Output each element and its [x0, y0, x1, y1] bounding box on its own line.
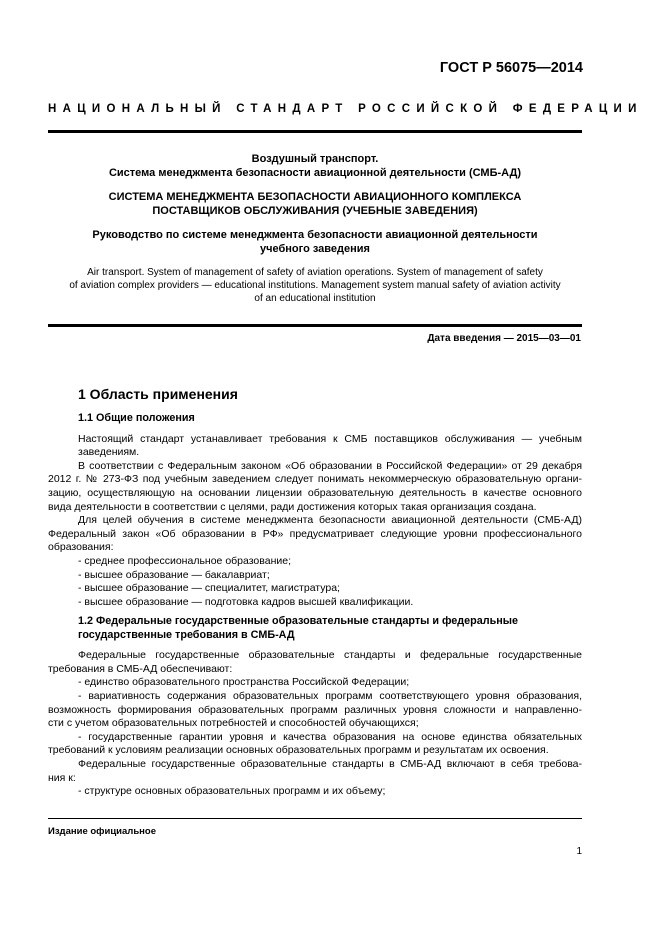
body-line: Федеральные государственные образовательные стандарты в СМБ-АД включают в себя требова- — [78, 757, 582, 770]
body-line: Для целей обучения в системе менеджмента безопасности авиационной деятельности (СМБ-АД) — [78, 514, 582, 527]
section-1-2-body — [48, 649, 582, 799]
english-title-3: of an educational institution — [254, 293, 376, 304]
list-item: - среднее профессиональное образование; — [78, 554, 291, 567]
body-line: зацию, осуществляющую на основании лицензии образовательную деятельность в качестве основного — [48, 486, 582, 499]
page-number: 1 — [576, 846, 582, 857]
official-edition-label: Издание официальное — [48, 826, 156, 837]
body-line: требования в СМБ-АД обеспечивают: — [48, 662, 233, 675]
body-line: вида деятельности в соответствии с целями, ради достижения которых такая организация создана. — [48, 500, 537, 513]
top-rule — [48, 130, 582, 133]
title-block — [48, 152, 582, 305]
list-item: - структуре основных образовательных программ и их объему; — [78, 785, 386, 798]
title-caps-1: СИСТЕМА МЕНЕДЖМЕНТА БЕЗОПАСНОСТИ АВИАЦИОННОГО КОМПЛЕКСА — [108, 191, 522, 203]
title-line-2: Система менеджмента безопасности авиационной деятельности (СМБ-АД) — [108, 167, 522, 179]
body-line: Федеральный закон «Об образовании в РФ» предусматривает следующие уровни профессионального — [48, 527, 582, 540]
title-line-1: Воздушный транспорт. — [251, 153, 379, 165]
body-line: 2012 г. № 273-ФЗ под учебным заведением следует понимать некоммерческую образовательную органи- — [48, 473, 582, 486]
body-line: требований к условиям реализации основных образовательных программ и результатам их освоения. — [48, 744, 549, 757]
english-title-2: of aviation complex providers — educational institutions. Management system manual safety of aviation activity — [69, 280, 561, 291]
list-item: - высшее образование — специалитет, магистратура; — [78, 582, 340, 595]
title-rule — [48, 324, 582, 327]
section-1-heading: 1 Область применения — [78, 386, 238, 402]
list-item: - вариативность содержания образовательных программ соответствующего уровня образования, — [78, 689, 582, 702]
section-1-2-heading-1: 1.2 Федеральные государственные образовательные стандарты и федеральные — [78, 615, 518, 627]
english-title-1: Air transport. System of management of safety of aviation operations. System of management of safety — [87, 267, 543, 278]
body-line: Федеральные государственные образовательные стандарты и федеральные государственные — [78, 649, 582, 662]
subtitle-2: учебного заведения — [260, 243, 370, 255]
list-item: - государственные гарантии уровня и качества образования на основе единства обязательных — [78, 730, 582, 743]
list-item: - высшее образование — бакалавриат; — [78, 568, 270, 581]
body-line: образования: — [48, 541, 114, 554]
section-1-1-heading: 1.1 Общие положения — [78, 412, 195, 424]
body-line: сти с учетом образовательных потребностей и способностей обучающихся; — [48, 717, 419, 730]
body-line: В соответствии с Федеральным законом «Об образовании в Российской Федерации» от 29 декабря — [78, 459, 582, 472]
document-code: ГОСТ Р 56075—2014 — [439, 60, 583, 76]
title-caps-2: ПОСТАВЩИКОВ ОБСЛУЖИВАНИЯ (УЧЕБНЫЕ ЗАВЕДЕНИЯ) — [152, 205, 478, 217]
list-item: - единство образовательного пространства Российской Федерации; — [78, 676, 410, 689]
body-line: Настоящий стандарт устанавливает требования к СМБ поставщиков обслуживания — учебным — [78, 432, 582, 445]
body-line: ния к: — [48, 771, 76, 784]
list-item: - высшее образование — подготовка кадров высшей квалификации. — [78, 595, 414, 608]
subtitle-1: Руководство по системе менеджмента безопасности авиационной деятельности — [92, 229, 538, 241]
national-standard-banner: НАЦИОНАЛЬНЫЙ СТАНДАРТ РОССИЙСКОЙ ФЕДЕРАЦИИ — [48, 103, 643, 115]
body-line: возможность формирования образовательных программ различных уровня сложности и направленно- — [48, 703, 582, 716]
introduction-date: Дата введения — 2015—03—01 — [427, 333, 581, 344]
section-1-1-body — [48, 432, 582, 610]
section-1-2-heading-2: государственные требования в СМБ-АД — [78, 628, 295, 641]
footer-rule — [48, 818, 582, 819]
section-1-1 — [48, 412, 582, 609]
section-1-2 — [48, 615, 582, 799]
body-line: заведениям. — [78, 446, 140, 459]
